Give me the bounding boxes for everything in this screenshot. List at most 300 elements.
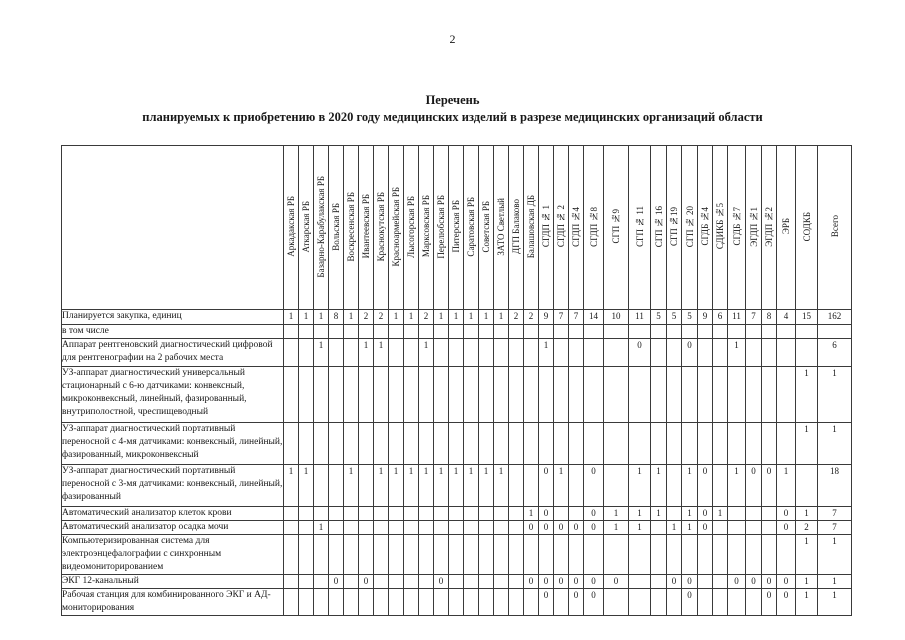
table-cell: 1 xyxy=(314,339,329,367)
table-cell: 7 xyxy=(746,310,762,325)
table-cell xyxy=(667,423,682,465)
table-cell xyxy=(509,339,524,367)
table-cell: 1 xyxy=(713,507,728,521)
table-cell xyxy=(374,507,389,521)
column-header-label: Ивантеевская РБ xyxy=(361,194,371,259)
table-cell: 6 xyxy=(818,339,852,367)
table-cell: 0 xyxy=(746,575,762,589)
table-cell xyxy=(479,521,494,535)
table-cell xyxy=(713,589,728,616)
table-cell xyxy=(584,325,604,339)
table-cell: 0 xyxy=(569,575,584,589)
column-header-3 xyxy=(314,146,329,310)
table-cell xyxy=(359,325,374,339)
table-cell: 1 xyxy=(667,521,682,535)
column-header-label: ДГП Балаково xyxy=(511,199,521,254)
table-cell: 1 xyxy=(284,310,299,325)
table-cell: 1 xyxy=(682,465,698,507)
column-header-24 xyxy=(651,146,667,310)
table-cell xyxy=(713,465,728,507)
table-cell: 1 xyxy=(728,465,746,507)
table-cell: 0 xyxy=(762,589,777,616)
table-cell xyxy=(651,575,667,589)
table-cell xyxy=(299,521,314,535)
table-cell xyxy=(698,339,713,367)
table-cell xyxy=(777,325,796,339)
table-cell: 2 xyxy=(796,521,818,535)
table-cell: 5 xyxy=(667,310,682,325)
table-cell: 18 xyxy=(818,465,852,507)
column-header-label: СГДП № 1 xyxy=(541,205,551,248)
table-cell xyxy=(796,465,818,507)
table-cell xyxy=(569,465,584,507)
table-cell xyxy=(584,339,604,367)
table-cell xyxy=(284,423,299,465)
table-cell xyxy=(329,367,344,423)
doc-title xyxy=(0,92,905,126)
table-cell xyxy=(389,575,404,589)
table-cell: 15 xyxy=(796,310,818,325)
column-header-2 xyxy=(299,146,314,310)
table-cell: 1 xyxy=(389,310,404,325)
table-cell: 1 xyxy=(796,367,818,423)
row-label-header xyxy=(62,146,284,310)
table-cell: 1 xyxy=(796,575,818,589)
table-cell xyxy=(374,521,389,535)
column-header-34 xyxy=(818,146,852,310)
table-cell xyxy=(569,423,584,465)
table-cell xyxy=(449,423,464,465)
table-cell: 1 xyxy=(818,575,852,589)
table-cell: 0 xyxy=(329,575,344,589)
table-cell: 1 xyxy=(682,507,698,521)
table-cell: 5 xyxy=(682,310,698,325)
table-cell xyxy=(329,507,344,521)
table-cell xyxy=(389,507,404,521)
row-label: Автоматический анализатор осадка мочи xyxy=(62,521,284,535)
table-cell: 1 xyxy=(299,465,314,507)
table-cell: 6 xyxy=(713,310,728,325)
table-cell: 1 xyxy=(284,465,299,507)
table-cell: 1 xyxy=(796,589,818,616)
table-cell: 8 xyxy=(762,310,777,325)
table-cell xyxy=(651,521,667,535)
column-header-15 xyxy=(494,146,509,310)
table-cell: 0 xyxy=(777,589,796,616)
table-cell: 1 xyxy=(434,310,449,325)
table-row xyxy=(62,507,852,521)
table-cell xyxy=(509,367,524,423)
table-body xyxy=(62,310,852,616)
table-cell: 1 xyxy=(404,465,419,507)
table-cell: 0 xyxy=(604,575,629,589)
table-row xyxy=(62,575,852,589)
table-cell xyxy=(479,339,494,367)
row-label: Аппарат рентгеновский диагностический цифровой для рентгенографии на 2 рабочих места xyxy=(62,339,284,367)
column-header-label: Всего xyxy=(829,215,840,238)
column-header-10 xyxy=(419,146,434,310)
table-cell xyxy=(569,367,584,423)
table-cell xyxy=(524,325,539,339)
column-header-label: СГП №9 xyxy=(611,209,621,244)
table-cell xyxy=(762,339,777,367)
table-cell xyxy=(554,589,569,616)
table-cell xyxy=(284,507,299,521)
table-cell xyxy=(284,535,299,575)
table-cell xyxy=(604,339,629,367)
table-cell xyxy=(329,589,344,616)
table-cell xyxy=(494,535,509,575)
table-cell: 0 xyxy=(539,507,554,521)
table-cell xyxy=(464,325,479,339)
table-cell: 0 xyxy=(682,575,698,589)
table-cell xyxy=(284,589,299,616)
column-header-20 xyxy=(569,146,584,310)
table-cell xyxy=(698,589,713,616)
table-row xyxy=(62,310,852,325)
table-cell: 1 xyxy=(449,465,464,507)
table-cell xyxy=(464,339,479,367)
table-cell xyxy=(539,367,554,423)
table-cell xyxy=(777,339,796,367)
table-cell xyxy=(419,507,434,521)
table-cell: 1 xyxy=(524,507,539,521)
table-cell xyxy=(344,339,359,367)
table-cell xyxy=(629,325,651,339)
table-cell xyxy=(374,535,389,575)
table-cell: 1 xyxy=(359,339,374,367)
column-header-30 xyxy=(746,146,762,310)
table-cell xyxy=(604,535,629,575)
table-cell xyxy=(762,535,777,575)
column-header-label: Лысогорская РБ xyxy=(406,195,416,258)
table-cell xyxy=(682,423,698,465)
table-cell xyxy=(728,589,746,616)
table-cell xyxy=(419,535,434,575)
table-cell: 0 xyxy=(584,465,604,507)
table-cell xyxy=(284,575,299,589)
table-cell: 0 xyxy=(777,575,796,589)
column-header-18 xyxy=(539,146,554,310)
column-header-7 xyxy=(374,146,389,310)
table-cell xyxy=(667,535,682,575)
table-cell xyxy=(746,367,762,423)
table-cell xyxy=(524,589,539,616)
table-cell xyxy=(796,339,818,367)
table-cell xyxy=(728,367,746,423)
table-cell xyxy=(728,325,746,339)
table-cell xyxy=(494,367,509,423)
table-cell xyxy=(651,423,667,465)
table-cell xyxy=(746,507,762,521)
table-cell: 0 xyxy=(434,575,449,589)
column-header-label: СДИКБ №5 xyxy=(715,203,725,250)
table-cell xyxy=(569,325,584,339)
table-cell xyxy=(584,367,604,423)
table-cell xyxy=(284,325,299,339)
table-cell xyxy=(464,535,479,575)
table-cell xyxy=(728,521,746,535)
table-cell: 1 xyxy=(682,521,698,535)
table-cell xyxy=(539,423,554,465)
table-cell xyxy=(629,367,651,423)
table-cell xyxy=(479,589,494,616)
table-cell: 0 xyxy=(698,507,713,521)
table-cell: 0 xyxy=(524,575,539,589)
table-cell: 0 xyxy=(762,465,777,507)
table-cell xyxy=(419,423,434,465)
column-header-label: Вольская РБ xyxy=(331,202,341,251)
table-cell: 1 xyxy=(818,423,852,465)
table-cell: 1 xyxy=(374,465,389,507)
table-row xyxy=(62,423,852,465)
table-cell xyxy=(404,589,419,616)
table-cell xyxy=(554,535,569,575)
table-cell xyxy=(698,575,713,589)
column-header-label: Базарно-Карабулакская РБ xyxy=(316,175,326,278)
table-cell xyxy=(524,367,539,423)
table-cell xyxy=(629,535,651,575)
table-cell: 0 xyxy=(359,575,374,589)
table-cell xyxy=(524,423,539,465)
table-cell xyxy=(629,423,651,465)
table-cell: 2 xyxy=(509,310,524,325)
table-cell: 1 xyxy=(344,310,359,325)
table-cell xyxy=(584,423,604,465)
table-cell: 1 xyxy=(449,310,464,325)
table-cell: 1 xyxy=(604,507,629,521)
table-row xyxy=(62,521,852,535)
table-cell xyxy=(314,423,329,465)
table-cell: 1 xyxy=(818,535,852,575)
table-cell xyxy=(329,423,344,465)
table-cell xyxy=(434,521,449,535)
table-cell xyxy=(374,423,389,465)
table-cell xyxy=(389,423,404,465)
table-cell xyxy=(374,589,389,616)
table-cell: 0 xyxy=(554,575,569,589)
table-cell xyxy=(389,367,404,423)
table-cell xyxy=(651,367,667,423)
table-cell xyxy=(404,535,419,575)
column-header-21 xyxy=(584,146,604,310)
table-cell: 10 xyxy=(604,310,629,325)
table-cell xyxy=(404,521,419,535)
table-cell xyxy=(762,423,777,465)
table-cell xyxy=(713,423,728,465)
row-label: Рабочая станция для комбинированного ЭКГ и АД-мониторирования xyxy=(62,589,284,616)
table-cell: 1 xyxy=(629,507,651,521)
table-cell: 9 xyxy=(698,310,713,325)
row-label: УЗ-аппарат диагностический портативный переносной с 3-мя датчиками: конвексный, линейный, фазированный xyxy=(62,465,284,507)
table-cell xyxy=(569,339,584,367)
row-label: в том числе xyxy=(62,325,284,339)
table-cell xyxy=(509,589,524,616)
table-cell xyxy=(713,367,728,423)
table-cell xyxy=(682,535,698,575)
table-cell xyxy=(359,589,374,616)
table-cell: 1 xyxy=(314,521,329,535)
table-cell: 0 xyxy=(698,521,713,535)
row-label: Автоматический анализатор клеток крови xyxy=(62,507,284,521)
table-cell xyxy=(494,325,509,339)
table-cell xyxy=(434,535,449,575)
table-cell: 1 xyxy=(314,310,329,325)
table-cell: 1 xyxy=(554,465,569,507)
table-cell xyxy=(569,507,584,521)
table-cell xyxy=(698,535,713,575)
table-cell xyxy=(419,589,434,616)
table-cell: 162 xyxy=(818,310,852,325)
column-header-25 xyxy=(667,146,682,310)
table-cell xyxy=(374,367,389,423)
column-header-9 xyxy=(404,146,419,310)
table-cell xyxy=(344,367,359,423)
table-cell xyxy=(539,325,554,339)
table-cell xyxy=(746,423,762,465)
table-cell xyxy=(651,325,667,339)
table-cell xyxy=(299,507,314,521)
table-row xyxy=(62,339,852,367)
table-cell: 7 xyxy=(818,507,852,521)
column-header-5 xyxy=(344,146,359,310)
table-cell: 1 xyxy=(777,465,796,507)
column-header-16 xyxy=(509,146,524,310)
table-cell xyxy=(728,507,746,521)
table-cell xyxy=(359,367,374,423)
column-header-label: СГП № 11 xyxy=(634,206,645,247)
table-cell xyxy=(604,423,629,465)
column-header-label: Марксовская РБ xyxy=(421,195,431,258)
table-cell: 7 xyxy=(554,310,569,325)
column-header-label: СГП № 16 xyxy=(653,205,664,248)
table-cell xyxy=(359,465,374,507)
table-cell xyxy=(509,535,524,575)
table-cell xyxy=(682,367,698,423)
table-cell xyxy=(818,325,852,339)
table-cell xyxy=(509,325,524,339)
table-cell xyxy=(434,325,449,339)
table-cell xyxy=(404,423,419,465)
column-header-label: СГДП №4 xyxy=(571,206,581,247)
column-header-label: Аткарская РБ xyxy=(301,200,311,253)
table-cell: 0 xyxy=(524,521,539,535)
table-cell xyxy=(464,589,479,616)
table-cell xyxy=(449,589,464,616)
column-header-31 xyxy=(762,146,777,310)
table-cell xyxy=(449,507,464,521)
column-header-label: ЭРБ xyxy=(781,218,791,235)
table-cell xyxy=(344,325,359,339)
table-cell xyxy=(509,507,524,521)
table-cell xyxy=(374,325,389,339)
table-cell: 1 xyxy=(796,423,818,465)
table-cell xyxy=(524,339,539,367)
table-cell xyxy=(434,339,449,367)
table-cell: 1 xyxy=(818,589,852,616)
table-cell: 1 xyxy=(479,310,494,325)
table-cell xyxy=(554,367,569,423)
table-cell xyxy=(554,423,569,465)
table-cell xyxy=(494,589,509,616)
table-cell xyxy=(389,589,404,616)
table-cell xyxy=(762,367,777,423)
table-cell: 0 xyxy=(539,575,554,589)
table-cell xyxy=(329,339,344,367)
table-cell xyxy=(494,339,509,367)
column-header-4 xyxy=(329,146,344,310)
table-row xyxy=(62,367,852,423)
table-cell xyxy=(434,589,449,616)
table-cell xyxy=(629,575,651,589)
table-cell: 1 xyxy=(479,465,494,507)
table-cell xyxy=(419,367,434,423)
table-cell xyxy=(698,367,713,423)
table-cell: 0 xyxy=(728,575,746,589)
table-cell: 1 xyxy=(629,521,651,535)
table-cell xyxy=(389,535,404,575)
table-cell xyxy=(344,521,359,535)
table-cell xyxy=(539,535,554,575)
table-cell xyxy=(509,521,524,535)
table-cell xyxy=(314,535,329,575)
table-cell xyxy=(314,367,329,423)
table-cell xyxy=(389,339,404,367)
table-cell xyxy=(667,339,682,367)
table-cell xyxy=(604,465,629,507)
table-cell: 9 xyxy=(539,310,554,325)
table-cell xyxy=(359,521,374,535)
table-cell xyxy=(524,535,539,575)
table-cell xyxy=(299,589,314,616)
table-cell xyxy=(746,325,762,339)
table-cell xyxy=(434,367,449,423)
table-cell xyxy=(449,325,464,339)
table-cell xyxy=(509,423,524,465)
table-cell xyxy=(667,507,682,521)
table-cell xyxy=(569,535,584,575)
column-header-14 xyxy=(479,146,494,310)
table-cell xyxy=(479,325,494,339)
table-cell: 1 xyxy=(389,465,404,507)
table-cell: 1 xyxy=(629,465,651,507)
table-cell xyxy=(713,325,728,339)
table-cell: 0 xyxy=(762,575,777,589)
table-cell xyxy=(667,465,682,507)
column-header-32 xyxy=(777,146,796,310)
table-cell: 1 xyxy=(604,521,629,535)
table-cell: 1 xyxy=(464,465,479,507)
column-header-label: СГДБ №7 xyxy=(731,207,742,246)
column-header-label: ЭГДП №1 xyxy=(748,206,759,247)
column-header-label: СГП №19 xyxy=(669,207,679,246)
table-cell xyxy=(762,325,777,339)
table-cell: 2 xyxy=(359,310,374,325)
table-cell xyxy=(464,575,479,589)
table-cell xyxy=(344,423,359,465)
table-row xyxy=(62,465,852,507)
table-cell xyxy=(314,575,329,589)
table-cell xyxy=(479,535,494,575)
table-cell xyxy=(389,325,404,339)
table-cell: 1 xyxy=(796,535,818,575)
table-cell: 8 xyxy=(329,310,344,325)
table-cell xyxy=(344,589,359,616)
table-cell xyxy=(449,535,464,575)
row-label: УЗ-аппарат диагностический универсальный стационарный с 6-ю датчиками: конвексный, микроконвексный, линейный, фазированный, внутриполостной, чреспищеводный xyxy=(62,367,284,423)
table-cell: 5 xyxy=(651,310,667,325)
table-cell xyxy=(419,575,434,589)
